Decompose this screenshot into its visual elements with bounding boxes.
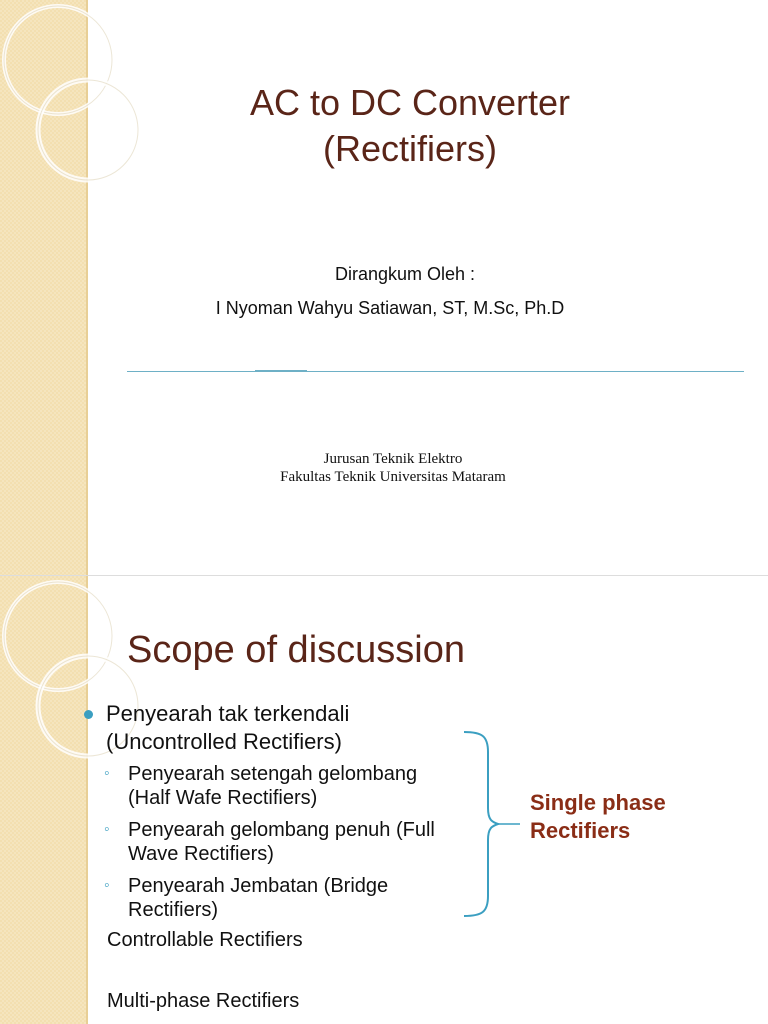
slide-heading: Scope of discussion [127, 629, 465, 671]
title-line-1: AC to DC Converter [249, 82, 571, 123]
faculty-name: Fakultas Teknik Universitas Mataram [280, 469, 506, 485]
main-bullet-line-2: (Uncontrolled Rectifiers) [106, 729, 342, 754]
institution-block [230, 450, 556, 486]
sub-bullet-icon: ◦ [104, 821, 110, 838]
controllable-rectifiers: Controllable Rectifiers [107, 929, 303, 951]
brace-path [464, 732, 498, 916]
sub-item-line-1: Penyearah gelombang penuh (Full [128, 819, 435, 841]
divider-line [127, 371, 744, 372]
author-block [130, 257, 650, 325]
sub-item-line-2: Wave Rectifiers) [128, 843, 274, 865]
bullet-dot-icon [84, 710, 93, 719]
slide-title [130, 80, 690, 172]
multiphase-rectifiers: Multi-phase Rectifiers [107, 990, 300, 1012]
ring-lower [38, 80, 138, 180]
title-line-2: (Rectifiers) [322, 128, 497, 169]
ring-upper [4, 582, 112, 690]
main-bullet-text [106, 700, 466, 756]
single-phase-label [530, 789, 666, 845]
single-phase-line-1: Single phase [530, 790, 666, 815]
sub-item-line-1: Penyearah Jembatan (Bridge [128, 875, 389, 897]
curly-brace-icon [460, 730, 530, 920]
decorative-rings [0, 576, 140, 1024]
sub-item-text [128, 818, 488, 866]
main-bullet-line-1: Penyearah tak terkendali [106, 701, 350, 726]
sub-item-line-2: Rectifiers) [128, 899, 219, 921]
sub-bullet-icon: ◦ [104, 765, 110, 782]
sub-item-text [128, 762, 488, 810]
scope-slide [0, 576, 768, 1024]
ring-upper [4, 6, 112, 114]
author-name: I Nyoman Wahyu Satiawan, ST, M.Sc, Ph.D [215, 298, 565, 318]
divider-accent [255, 370, 307, 372]
slide-separator [0, 575, 768, 576]
department-name: Jurusan Teknik Elektro [323, 451, 463, 467]
sub-item-line-1: Penyearah setengah gelombang [128, 763, 418, 785]
sub-item-text [128, 874, 488, 922]
single-phase-line-2: Rectifiers [530, 818, 631, 843]
decorative-rings [0, 0, 140, 576]
sub-item-line-2: (Half Wafe Rectifiers) [128, 787, 318, 809]
compiled-by-label: Dirangkum Oleh : [334, 264, 476, 284]
sub-bullet-icon: ◦ [104, 877, 110, 894]
